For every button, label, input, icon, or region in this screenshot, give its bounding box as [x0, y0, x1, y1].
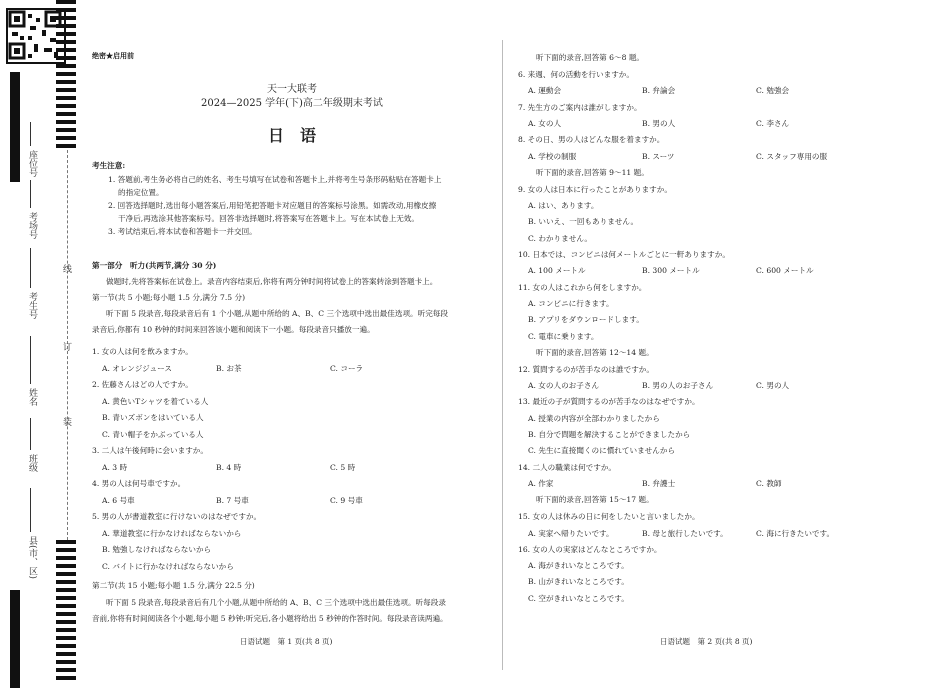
question-text: 11. 女の人はこれから何をしますか。 — [518, 282, 647, 292]
answer-option: C. 海に行きたいです。 — [756, 528, 835, 538]
page-footer-right: 日语试题 第 2 页(共 8 页) — [660, 637, 753, 646]
part1-intro: 做题时,先将答案标在试卷上。录音内容结束后,你将有两分钟时间将试卷上的答案转涂到答题卡上。 — [106, 277, 438, 286]
notice-item: 2. 回答选择题时,选出每小题答案后,用铅笔把答题卡对应题目的答案标号涂黑。如需改动,用橡皮擦 — [108, 201, 437, 210]
question-text: 8. その日、男の人はどんな服を着ますか。 — [518, 135, 665, 145]
answer-option: B. 勉強しなければならないから — [102, 545, 212, 554]
question-text: 10. 日本では、コンビニは何メートルごとに一軒ありますか。 — [518, 250, 730, 259]
notice-item: 1. 答题前,考生务必将自己的姓名、考生号填写在试卷和答题卡上,并将考生号条形码粘贴在答题卡上 — [108, 175, 442, 184]
question-text: 14. 二人の職業は何ですか。 — [518, 462, 617, 472]
page-footer-left: 日语试题 第 1 页(共 8 页) — [240, 637, 333, 646]
question-text: 16. 女の人の実家はどんなところですか。 — [518, 544, 662, 554]
section2-title: 第二节(共 15 小题;每小题 1.5 分,满分 22.5 分) — [92, 581, 255, 590]
answer-option: C. コーラ — [330, 363, 364, 373]
notice-item: 干净后,再选涂其他答案标号。回答非选择题时,将答案写在答题卡上。写在本试卷上无效。 — [108, 214, 419, 223]
answer-option: B. アプリをダウンロードします。 — [528, 315, 644, 325]
question-text: 6. 来週、何の活動を行いますか。 — [518, 70, 634, 79]
answer-option: A. 女の人のお子さん — [528, 381, 600, 391]
answer-option: B. 7 号車 — [216, 495, 249, 505]
group-instruction: 听下面的录音,回答第 12～14 题。 — [536, 347, 654, 357]
answer-option: A. 女の人 — [528, 118, 562, 128]
answer-option: C. 青い帽子をかぶっている人 — [102, 429, 204, 439]
question-text: 5. 男の人が書道教室に行けないのはなぜですか。 — [92, 512, 262, 521]
answer-option: C. 教師 — [756, 478, 782, 488]
answer-option: B. 母と旅行したいです。 — [642, 528, 728, 538]
section1-title: 第一节(共 5 小题;每小题 1.5 分,满分 7.5 分) — [92, 293, 246, 302]
answer-option: C. 9 号車 — [330, 495, 363, 505]
answer-option: B. スーツ — [642, 151, 675, 161]
exam-title: 2024—2025 学年(下)高二年级期末考试 — [201, 98, 383, 109]
question-text: 15. 女の人は休みの日に何をしたいと言いましたか。 — [518, 512, 700, 522]
answer-option: C. スタッフ専用の服 — [756, 151, 828, 161]
answer-option: C. 電車に乗ります。 — [528, 331, 599, 341]
notice-item: 的指定位置。 — [108, 188, 164, 197]
answer-option: A. 6 号車 — [102, 495, 135, 505]
section2-instructions: 听下面 5 段录音,每段录音后有几个小题,从题中所给的 A、B、C 三个选项中选出最佳选项。听每段录 — [106, 598, 446, 607]
question-text: 3. 二人は午後何時に会いますか。 — [92, 446, 208, 455]
answer-option: C. わかりません。 — [528, 233, 592, 243]
binding-margin — [0, 0, 76, 688]
answer-option: B. 300 メートル — [642, 266, 700, 276]
section1-instructions: 听下面 5 段录音,每段录音后有 1 个小题,从题中所给的 A、B、C 三个选项中选出最佳选项。听完每段 — [106, 309, 448, 318]
answer-option: B. 男の人のお子さん — [642, 381, 714, 391]
answer-option: B. 弁論会 — [642, 86, 676, 96]
answer-option: A. 華道教室に行かなければならないから — [102, 528, 242, 538]
answer-option: C. 空がきれいなところです。 — [528, 593, 629, 603]
answer-option: A. 作家 — [528, 478, 554, 488]
organizer-title: 天一大联考 — [267, 84, 317, 95]
answer-option: C. 600 メートル — [756, 266, 814, 276]
section2-instructions-cont: 音前,你将有时间阅读各个小题,每小题 5 秒钟;听完后,各小题将给出 5 秒钟的作答时间。每段录音读两遍。 — [92, 614, 448, 623]
class-label: 班级 — [27, 454, 37, 472]
answer-option: A. 3 時 — [102, 462, 128, 472]
county-label: 县(市、区) — [27, 536, 37, 580]
answer-option: A. 実家へ帰りたいです。 — [528, 528, 614, 538]
group-instruction: 听下面的录音,回答第 9～11 题。 — [536, 167, 649, 177]
confidential-label: 绝密★启用前 — [92, 51, 134, 60]
answer-option: B. お茶 — [216, 363, 242, 373]
section1-instructions-cont: 录音后,你都有 10 秒钟的时间来回答该小题和阅读下一小题。每段录音只播放一遍。 — [92, 325, 375, 334]
answer-option: C. バイトに行かなければならないから — [102, 561, 234, 571]
binding-mark-bind: 装 — [63, 418, 73, 428]
part1-title: 第一部分 听力(共两节,满分 30 分) — [92, 261, 217, 270]
answer-option: A. 黄色いTシャツを着ている人 — [102, 396, 209, 406]
notice-item: 3. 考试结束后,将本试卷和答题卡一并交回。 — [108, 227, 257, 236]
question-text: 12. 質問するのが苦手なのは誰ですか。 — [518, 364, 654, 374]
question-text: 4. 男の人は何号車ですか。 — [92, 479, 186, 488]
question-text: 7. 先生方のご案内は誰がしますか。 — [518, 102, 642, 112]
binding-mark-order: 订 — [63, 343, 73, 353]
group-instruction: 听下面的录音,回答第 15～17 题。 — [536, 495, 654, 505]
answer-option: B. 男の人 — [642, 118, 676, 128]
question-text: 13. 最近の子が質問するのが苦手なのはなぜですか。 — [518, 397, 700, 407]
answer-option: B. 山がきれいなところです。 — [528, 577, 629, 587]
answer-option: C. 勉強会 — [756, 86, 790, 96]
answer-option: A. コンビニに行きます。 — [528, 298, 614, 308]
notice-title: 考生注意: — [92, 161, 126, 170]
question-text: 2. 佐藤さんはどの人ですか。 — [92, 380, 193, 389]
answer-option: B. 青いズボンをはいている人 — [102, 413, 204, 422]
answer-option: C. 男の人 — [756, 381, 790, 391]
answer-option: C. 先生に直接聞くのに慣れていませんから — [528, 446, 676, 456]
binding-mark-line: 线 — [63, 265, 73, 275]
column-separator — [502, 40, 503, 670]
question-text: 9. 女の人は日本に行ったことがありますか。 — [518, 184, 672, 194]
answer-option: C. 李さん — [756, 118, 790, 128]
answer-option: A. 100 メートル — [528, 266, 586, 276]
candidate-number-label: 考生号 — [27, 292, 37, 319]
answer-option: B. 自分で問題を解決することができましたから — [528, 430, 691, 439]
answer-option: B. 弁護士 — [642, 478, 676, 488]
name-label: 姓名 — [27, 388, 37, 406]
exam-room-label: 考场号 — [27, 212, 37, 239]
answer-option: A. 海がきれいなところです。 — [528, 561, 629, 571]
answer-option: A. 学校の制服 — [528, 151, 577, 161]
answer-option: A. はい、あります。 — [528, 201, 599, 211]
group-instruction: 听下面的录音,回答第 6～8 题。 — [536, 53, 645, 62]
answer-option: C. 5 時 — [330, 462, 356, 472]
answer-option: A. 授業の内容が全部わかりましたから — [528, 413, 660, 423]
answer-option: B. 4 時 — [216, 462, 242, 472]
subject-title: 日 语 — [267, 126, 316, 145]
answer-option: A. オレンジジュース — [102, 363, 172, 373]
seat-number-label: 座位号 — [27, 150, 37, 177]
question-text: 1. 女の人は何を飲みますか。 — [92, 347, 193, 356]
answer-option: A. 運動会 — [528, 86, 562, 96]
answer-option: B. いいえ、一回もありません。 — [528, 217, 639, 227]
